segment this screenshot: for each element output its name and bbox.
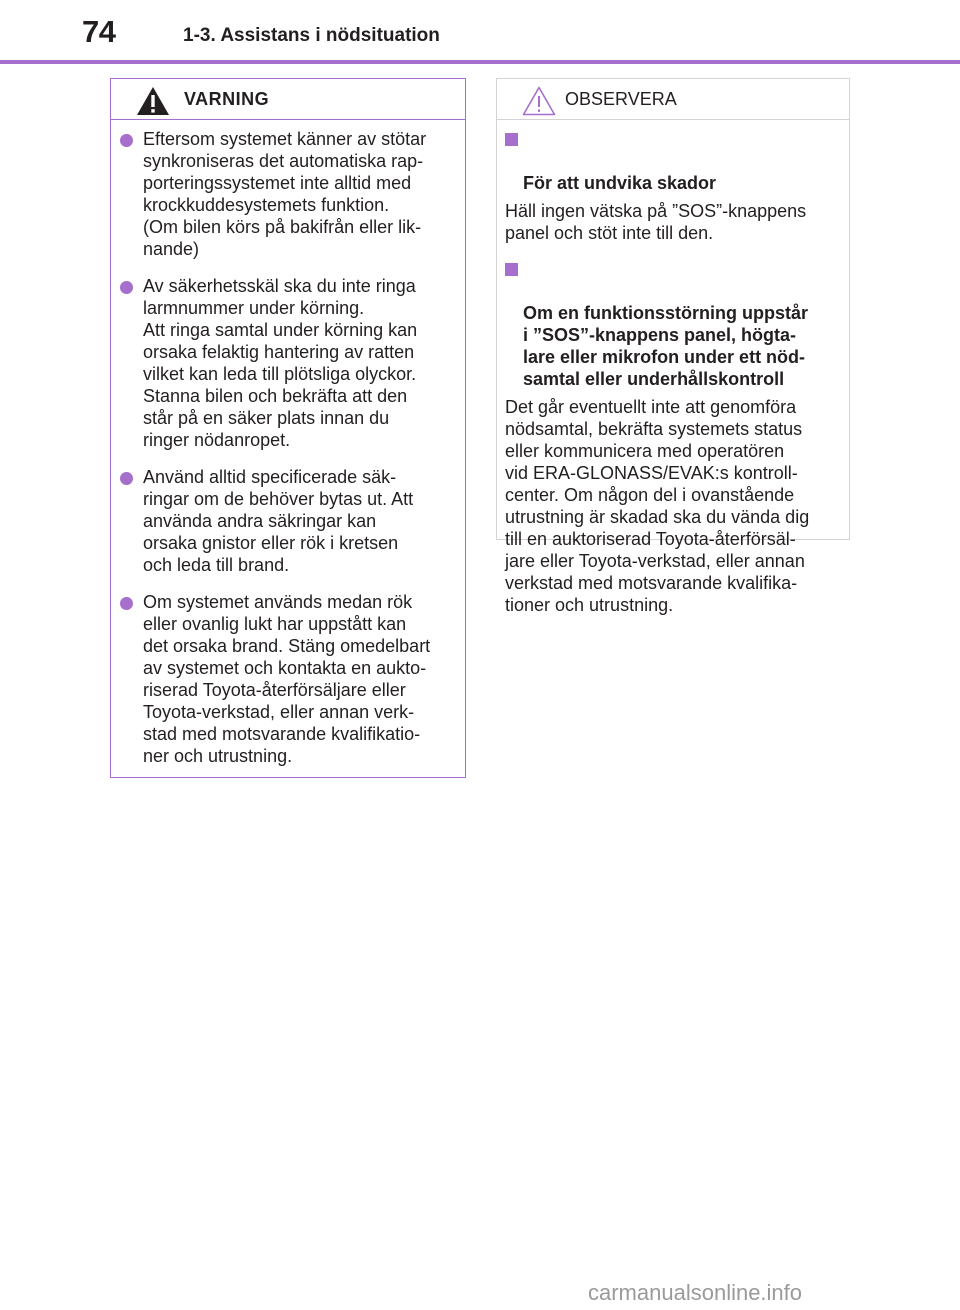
warning-item-text: Eftersom systemet känner av stötar synkroniseras det automatiska rap- porteringssystemet inte alltid med krockkuddesystemets funktion. (Om bilen körs på bakifrån eller lik- nande) bbox=[143, 129, 427, 259]
warning-item bbox=[119, 591, 451, 767]
warning-item-text: Av säkerhetsskäl ska du inte ringa larmnummer under körning. Att ringa samtal under körning kan orsaka felaktig hantering av ratten vilket kan leda till plötsliga olyckor. Stanna bilen och bekräfta att den står på en säker plats innan du ringer nödanropet. bbox=[143, 276, 418, 450]
notice-content bbox=[497, 120, 849, 616]
warning-item-text: Använd alltid specificerade säk- ringar om de behöver bytas ut. Att använda andra säkringar kan orsaka gnistor eller rök i kretsen och leda till brand. bbox=[143, 467, 414, 575]
square-bullet-icon bbox=[505, 133, 518, 146]
notice-heading bbox=[505, 128, 849, 194]
warning-triangle-outline-icon bbox=[521, 85, 557, 117]
notice-text: Häll ingen vätska på ”SOS”-knappens panel och stöt inte till den. bbox=[505, 201, 807, 243]
warning-title: VARNING bbox=[184, 89, 270, 109]
bullet-dot-icon bbox=[120, 281, 133, 294]
notice-text: Det går eventuellt inte att genomföra nödsamtal, bekräfta systemets status eller kommunicera med operatören vid ERA-GLONASS/EVAK:s kontroll- center. Om någon del i ovanstående utrustning är skadad ska du vända dig till en auktoriserad Toyota-återförsäl- jare eller Toyota-verkstad, eller annan verkstad med motsvarande kvalifika- tioner och utrustning. bbox=[505, 397, 810, 615]
header-rule bbox=[0, 60, 960, 64]
square-bullet-icon bbox=[505, 263, 518, 276]
notice-heading-text: Om en funktionsstörning uppstår i ”SOS”-knappens panel, högta- lare eller mikrofon under ett nöd- samtal eller underhållskontroll bbox=[523, 303, 809, 389]
bullet-dot-icon bbox=[120, 597, 133, 610]
watermark: carmanualsonline.info bbox=[588, 1280, 803, 1305]
warning-box bbox=[110, 78, 466, 778]
warning-item bbox=[119, 466, 451, 576]
bullet-dot-icon bbox=[120, 134, 133, 147]
warning-item bbox=[119, 275, 451, 451]
section-title: 1-3. Assistans i nödsituation bbox=[183, 25, 440, 46]
warning-item-text: Om systemet används medan rök eller ovanlig lukt har uppstått kan det orsaka brand. Stäng omedelbart av systemet och kontakta en aukto- riserad Toyota-återförsäljare eller Toyota-verkstad, eller annan verk- stad med motsvarande kvalifikatio- ner och utrustning. bbox=[143, 592, 431, 766]
notice-heading-text: För att undvika skador bbox=[523, 173, 717, 193]
notice-heading bbox=[505, 258, 849, 390]
warning-triangle-filled-icon bbox=[135, 85, 171, 117]
notice-title: OBSERVERA bbox=[565, 89, 677, 109]
bullet-dot-icon bbox=[120, 472, 133, 485]
page-header bbox=[0, 0, 960, 64]
warning-list bbox=[111, 120, 465, 767]
warning-box-header bbox=[111, 79, 465, 120]
notice-box-header bbox=[497, 79, 849, 120]
warning-item bbox=[119, 128, 451, 260]
notice-box bbox=[496, 78, 850, 615]
page-number: 74 bbox=[82, 14, 116, 49]
